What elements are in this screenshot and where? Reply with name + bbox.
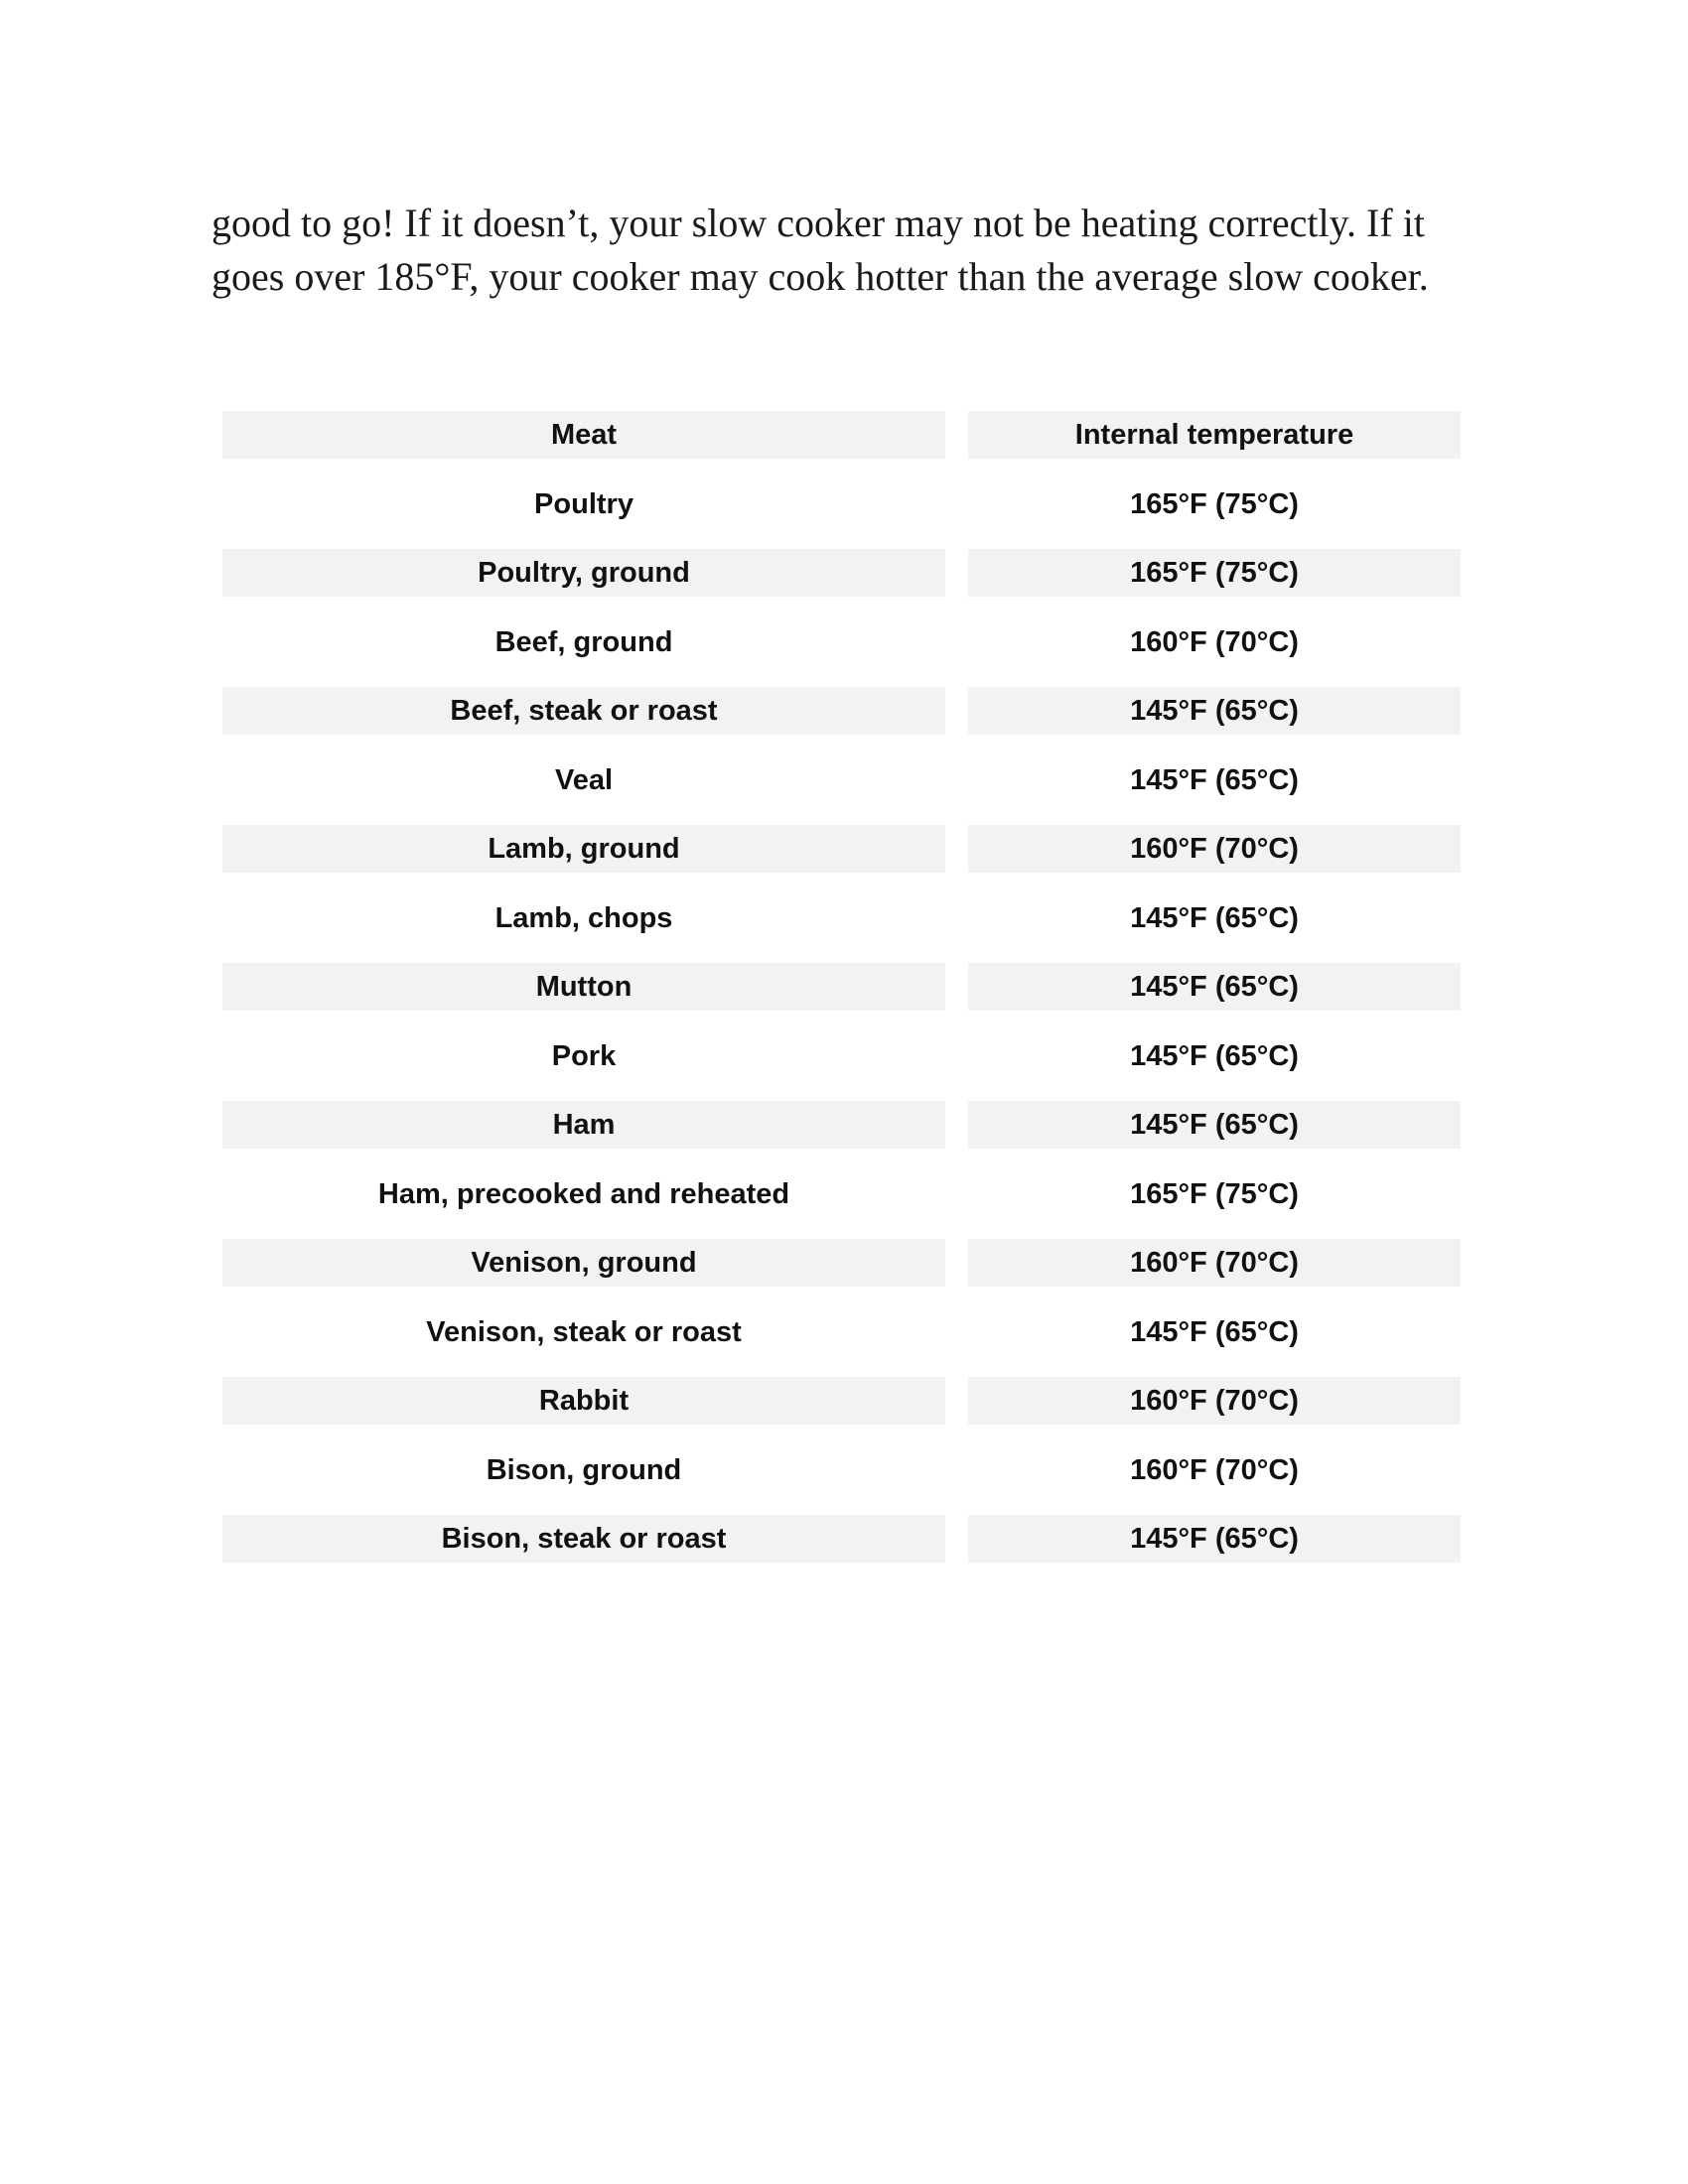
meat-cell: Rabbit	[222, 1377, 945, 1425]
temperature-cell: 145°F (65°C)	[968, 1101, 1461, 1149]
meat-cell: Pork	[551, 1039, 617, 1072]
table-row	[222, 1101, 1461, 1170]
temperature-cell: 160°F (70°C)	[968, 1239, 1461, 1287]
table-row	[222, 894, 1461, 964]
temperature-cell: 160°F (70°C)	[968, 825, 1461, 873]
meat-cell: Mutton	[222, 963, 945, 1011]
meat-cell: Bison, steak or roast	[222, 1515, 945, 1563]
table-row	[222, 1515, 1461, 1584]
meat-cell: Veal	[554, 763, 614, 796]
temperature-cell: 145°F (65°C)	[1130, 901, 1299, 934]
temperature-cell: 145°F (65°C)	[968, 963, 1461, 1011]
meat-cell: Ham	[222, 1101, 945, 1149]
meat-cell: Ham, precooked and reheated	[377, 1177, 790, 1210]
table-row	[222, 1032, 1461, 1102]
table-header-row	[222, 411, 1461, 480]
temperature-cell: 160°F (70°C)	[1130, 625, 1299, 658]
meat-cell: Beef, ground	[494, 625, 673, 658]
temperature-cell: 145°F (65°C)	[1130, 1315, 1299, 1348]
header-meat: Meat	[222, 411, 945, 459]
table-row	[222, 687, 1461, 756]
meat-cell: Lamb, ground	[222, 825, 945, 873]
temperature-cell: 165°F (75°C)	[968, 549, 1461, 597]
meat-cell: Poultry	[534, 487, 633, 520]
temperature-table	[222, 411, 1461, 1584]
table-row	[222, 1239, 1461, 1308]
temperature-cell: 165°F (75°C)	[1130, 487, 1299, 520]
table-row	[222, 618, 1461, 688]
intro-paragraph: good to go! If it doesn’t, your slow cooker may not be heating correctly. If it goes over 185°F, your cooker may cook hotter than the average slow cooker.	[211, 201, 1429, 299]
temperature-cell: 145°F (65°C)	[968, 1515, 1461, 1563]
meat-cell: Beef, steak or roast	[222, 687, 945, 735]
table-row	[222, 963, 1461, 1032]
meat-cell: Bison, ground	[486, 1453, 682, 1486]
meat-cell: Venison, steak or roast	[426, 1315, 742, 1348]
temperature-cell: 160°F (70°C)	[968, 1377, 1461, 1425]
temperature-cell: 145°F (65°C)	[1130, 1039, 1299, 1072]
table-row	[222, 1446, 1461, 1516]
table-row	[222, 756, 1461, 826]
temperature-cell: 145°F (65°C)	[968, 687, 1461, 735]
meat-cell: Venison, ground	[222, 1239, 945, 1287]
table-row	[222, 549, 1461, 618]
table-row	[222, 1377, 1461, 1446]
table-row	[222, 825, 1461, 894]
header-internal-temperature: Internal temperature	[968, 411, 1461, 459]
table-row	[222, 480, 1461, 550]
meat-cell: Poultry, ground	[222, 549, 945, 597]
temperature-cell: 160°F (70°C)	[1130, 1453, 1299, 1486]
temperature-cell: 165°F (75°C)	[1130, 1177, 1299, 1210]
temperature-cell: 145°F (65°C)	[1130, 763, 1299, 796]
meat-cell: Lamb, chops	[494, 901, 673, 934]
table-row	[222, 1308, 1461, 1378]
table-row	[222, 1170, 1461, 1240]
